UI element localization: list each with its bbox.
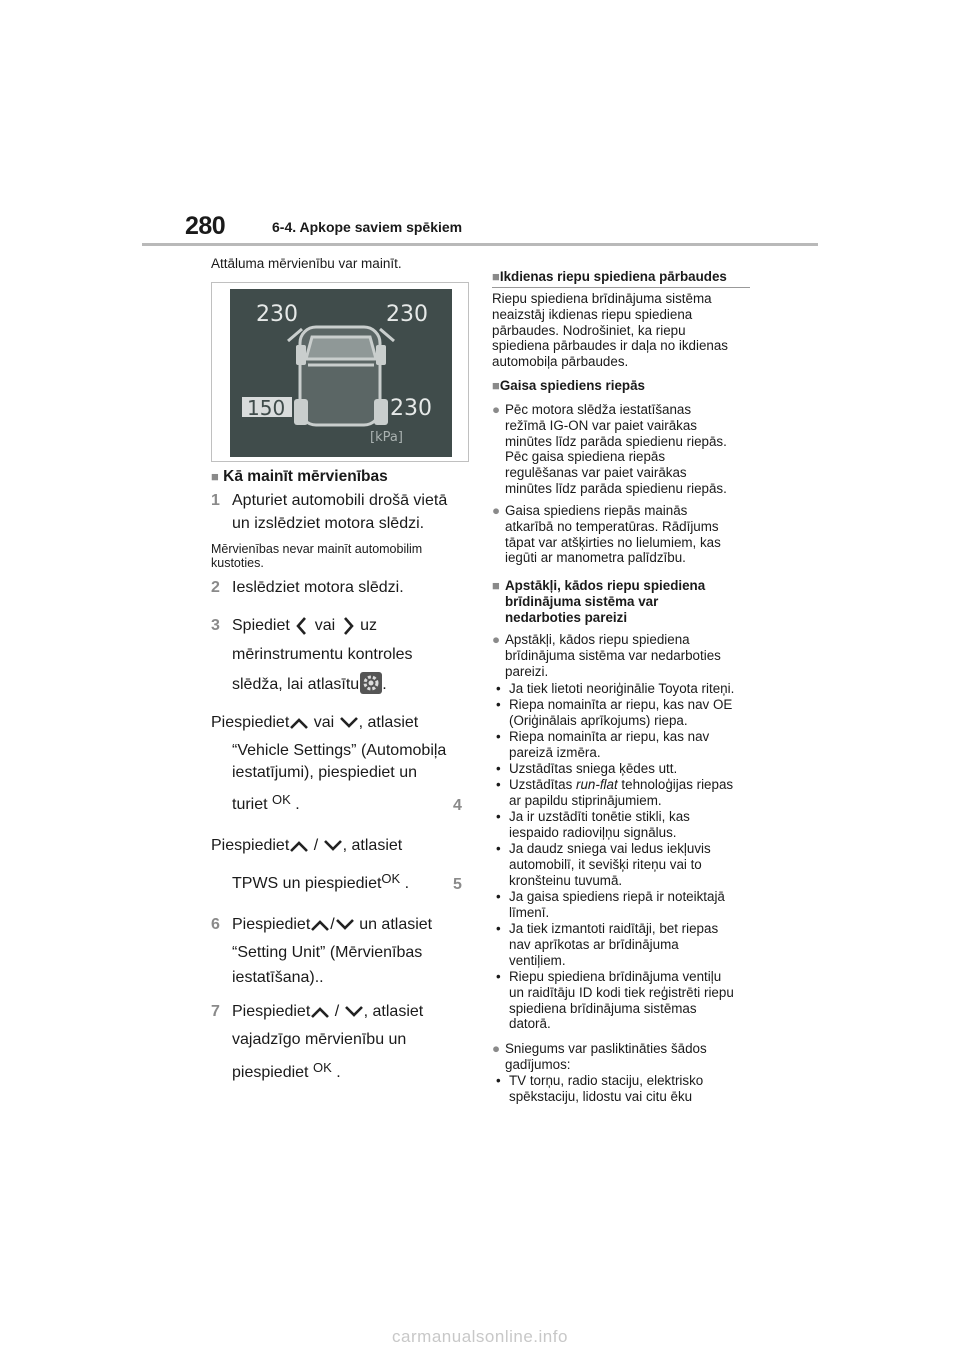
watermark: carmanualsonline.info [392, 1327, 568, 1346]
paragraph-4-line4: turiet $^{OK}$ . [232, 792, 300, 813]
chevron-up-icon [289, 716, 309, 730]
step-6: 6 Piespiediet / un atlasiet [211, 916, 433, 933]
text-line: Riepu spiediena brīdinājuma sistēma [492, 291, 712, 306]
page-number: 280 [185, 212, 226, 240]
text-line: nav aprīkotas ar brīdinājuma [509, 936, 679, 952]
paragraph-4: Piespiediet vai , atlasiet [211, 714, 419, 731]
step-1: 1 Apturiet automobili drošā vietā [211, 492, 448, 509]
step-6-line3: iestatīšana).. [232, 969, 324, 986]
chevron-down-icon [323, 839, 343, 853]
step-3-line3: slēdža, lai atlasītu . [232, 674, 387, 696]
text-line: Uzstādītas sniega ķēdes utt. [509, 761, 678, 776]
text-line: neaizstāj ikdienas riepu spiediena [492, 306, 693, 322]
text-line: Riepa nomainīta ar riepu, kas nav OE [509, 697, 733, 712]
text-line: datorā. [509, 1016, 551, 1032]
bullet-3: ● Apstākļi, kādos riepu spiediena brīdinājuma sistēma var nedarboties pareizi. [492, 632, 721, 679]
text-line: Apstākļi, kādos riepu spiediena [505, 632, 690, 647]
text-line: automobiļa pārbaudes. [492, 354, 629, 370]
text-line: pārbaudes. Nodrošiniet, ka riepu [492, 322, 686, 338]
text-line: gadījumos: [505, 1056, 571, 1072]
text-line: spiediena pārbaudes ir daļa no ikdienas [492, 338, 728, 354]
text-line: minūtes līdz parāda spiedienu riepās. [505, 433, 727, 449]
text-line: Riepu spiediena brīdinājuma ventiļu [509, 969, 722, 984]
paragraph-5-line2: TPWS un piespiediet$^{OK}$ . [232, 871, 410, 892]
heading-change-units: ■ Kā mainīt mērvienības [211, 468, 388, 485]
text-line: Ja ir uzstādīti tonētie stikli, kas [509, 809, 690, 824]
heading-daily-checks: ■Ikdienas riepu spiediena pārbaudes [492, 269, 727, 284]
step-7: 7 Piespiediet / , atlasiet [211, 1003, 424, 1020]
heading-tire-pressure: ■Gaisa spiediens riepās [492, 378, 645, 393]
text-line: nedarboties pareizi [505, 609, 628, 625]
list-item: • Riepu spiediena brīdinājuma ventiļu un raidītāju ID kodi tiek reģistrēti riepu spiediena brīdinājuma sistēmas datorā. [496, 969, 734, 1032]
text-line: brīdinājuma sistēma var [505, 593, 659, 609]
section-title: 6-4. Apkope saviem spēkiem [272, 219, 463, 235]
chevron-up-icon [310, 918, 330, 932]
text-line: TV torņu, radio staciju, elektrisko [509, 1073, 704, 1088]
note-1: Mērvienības nevar mainīt automobilim kustoties. [211, 542, 423, 570]
text-line: Pēc motora slēdža iestatīšanas [505, 402, 692, 417]
text-line: līmenī. [509, 904, 550, 920]
text-line: Sniegums var pasliktināties šādos [505, 1041, 707, 1056]
text-line: spiediena brīdinājuma sistēmas [509, 1000, 697, 1016]
step-7-line2: vajadzīgo mērvienību un [232, 1031, 407, 1048]
text-line: iespaido radioviļņu signālus. [509, 824, 677, 840]
list-item: • Riepa nomainīta ar riepu, kas nav OE (Oriģinālais aprīkojums) riepa. [496, 697, 733, 728]
text-line: Ja gaisa spiediens riepā ir noteiktajā [509, 889, 725, 904]
list-item: • Ja tiek lietoti neoriģinālie Toyota riteņi. [496, 681, 735, 696]
text-line: Ja tiek izmantoti raidītāji, bet riepas [509, 921, 719, 936]
text-line: Apstākļi, kādos riepu spiediena [505, 578, 706, 593]
step-4-number: 4 [453, 797, 462, 814]
daily-checks-text [492, 291, 728, 370]
step-5-number: 5 [453, 876, 462, 893]
list-item: • Riepa nomainīta ar riepu, kas nav pareizā izmēra. [496, 729, 710, 760]
chevron-up-icon [310, 1005, 330, 1019]
text-line: Riepa nomainīta ar riepu, kas nav [509, 729, 710, 744]
text-line: atkarībā no temperatūras. Rādījums [505, 518, 719, 534]
step-6-line2: “Setting Unit” (Mērvienības [232, 944, 423, 961]
text-line: kronšteinu tuvumā. [509, 872, 623, 888]
heading-rule [492, 287, 750, 288]
text-line: režīmā IG-ON var paiet vairākas [505, 417, 697, 433]
text-line: (Oriģinālais aprīkojums) riepa. [509, 712, 688, 728]
text-line: un raidītāju ID kodi tiek reģistrēti riepu [509, 984, 734, 1000]
rear-left-pressure: 150 [247, 396, 286, 420]
front-right-pressure: 230 [386, 302, 428, 327]
text-line: pareizā izmēra. [509, 744, 601, 760]
list-item: • TV torņu, radio staciju, elektrisko spēkstaciju, lidostu vai citu ēku [496, 1073, 704, 1104]
ok-button-icon: OK [312, 1060, 332, 1075]
step-1-line2: un izslēdziet motora slēdzi. [232, 515, 425, 532]
step-3-line2: mērinstrumentu kontroles [232, 646, 413, 663]
bullet-2: ● Gaisa spiediens riepās mainās atkarībā no temperatūras. Rādījums tāpat var atšķirties no lielumiem, kas iegūti ar manometra palīdzību. [492, 503, 721, 566]
tire-pressure-display [230, 289, 452, 457]
step-3: 3 Spiediet vai uz [211, 617, 377, 635]
chevron-right-icon [340, 616, 356, 636]
step-2: 2 Ieslēdziet motora slēdzi. [211, 579, 404, 596]
paragraph-4-line2: “Vehicle Settings” (Automobiļa [232, 742, 447, 759]
intro-text: Attāluma mērvienību var mainīt. [211, 256, 402, 271]
chevron-down-icon [339, 716, 359, 730]
text-line: brīdinājuma sistēma var nedarboties [505, 647, 721, 663]
text-line: ventiļiem. [509, 952, 566, 968]
chevron-left-icon [294, 616, 310, 636]
bullet-4: ● Sniegums var pasliktināties šādos gadījumos: [492, 1041, 707, 1072]
text-line: minūtes līdz parāda spiedienu riepās. [505, 480, 727, 496]
settings-gear-icon [360, 672, 382, 694]
text-line: Ja tiek lietoti neoriģinālie Toyota riteņi. [509, 681, 735, 696]
step-7-line3: piespiediet $^{OK}$ . [232, 1060, 341, 1081]
text-line: iegūti ar manometra palīdzību. [505, 550, 686, 566]
header-divider [142, 243, 818, 246]
list-item: • Ja daudz sniega vai ledus iekļuvis automobilī, it sevišķi riteņu vai to kronšteinu tuvumā. [496, 841, 711, 888]
list-item: • Ja ir uzstādīti tonētie stikli, kas iespaido radioviļņu signālus. [496, 809, 690, 840]
pressure-unit: [kPa] [370, 430, 403, 445]
heading-conditions: ■ Apstākļi, kādos riepu spiediena brīdinājuma sistēma var nedarboties pareizi [492, 578, 706, 625]
list-item: • Ja gaisa spiediens riepā ir noteiktajā līmenī. [496, 889, 725, 920]
bullet-1: ● Pēc motora slēdža iestatīšanas režīmā IG-ON var paiet vairākas minūtes līdz parāda spiedienu riepās. Pēc gaisa spiediena riepās regulēšanas var paiet vairākas minūtes līdz parāda spiedienu riepās. [492, 402, 727, 496]
tire-pressure-figure [230, 289, 452, 457]
ok-button-icon: OK [272, 792, 291, 807]
text-line: Pēc gaisa spiediena riepās [505, 449, 666, 465]
text-line: spēkstaciju, lidostu vai citu ēku [509, 1088, 693, 1104]
list-item: • Ja tiek izmantoti raidītāji, bet riepas nav aprīkotas ar brīdinājuma ventiļiem. [496, 921, 719, 968]
text-line: tāpat var atšķirties no lielumiem, kas [505, 534, 721, 550]
text-line: Ja daudz sniega vai ledus iekļuvis [509, 841, 711, 856]
front-left-pressure: 230 [256, 302, 298, 327]
paragraph-4-line3: iestatījumi), piespiediet un [232, 764, 417, 781]
text-line: Gaisa spiediens riepās mainās [505, 503, 688, 518]
list-item: • Uzstādītas sniega ķēdes utt. [496, 761, 678, 776]
list-item: • Uzstādītas run-flat tehnoloģijas riepas ar papildu stiprinājumiem. [496, 777, 734, 808]
text-line: regulēšanas var paiet vairākas [505, 465, 687, 481]
chevron-down-icon [344, 1005, 364, 1019]
rear-right-pressure: 230 [390, 396, 432, 421]
paragraph-5: Piespiediet / , atlasiet [211, 837, 403, 854]
ok-button-icon: OK [381, 871, 401, 886]
text-line: automobilī, it sevišķi riteņu vai to [509, 856, 702, 872]
chevron-down-icon [335, 918, 355, 932]
chevron-up-icon [289, 839, 309, 853]
text-line: pareizi. [505, 663, 549, 679]
